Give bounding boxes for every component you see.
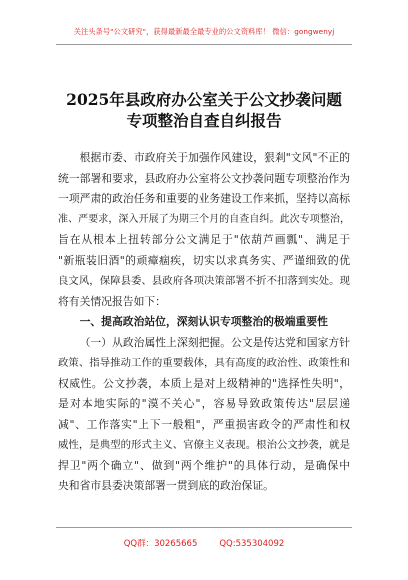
body-line: 统一部署和要求，县政府办公室将公文抄袭问题专项整治作为 bbox=[58, 171, 350, 185]
body-line: 是对本地实际的"漠不关心"，容易导致政策传达"层层递 bbox=[58, 397, 350, 410]
body-line: 捍卫"两个确立"、做到"两个维护"的具体行动，是确保中 bbox=[58, 458, 350, 472]
doc-body bbox=[58, 148, 350, 497]
body-line: 将有关情况报告如下： bbox=[58, 294, 166, 308]
top-banner: 关注头条号"公文研究"，获得最新最全最专业的公文资料库！ 微信：gongwenyj bbox=[73, 27, 335, 36]
doc-title-line-1: 2025年县政府办公室关于公文抄袭问题 bbox=[66, 90, 342, 109]
body-line: 政策、指导推动工作的重要载体，具有高度的政治性、政策性和 bbox=[58, 357, 350, 369]
body-line: 央和省市县委决策部署一贯到底的政治保证。 bbox=[58, 479, 274, 492]
body-line: 准、严要求，深入开展了为期三个月的自查自纠。此次专项整治， bbox=[58, 213, 350, 225]
body-line: 根据市委、市政府关于加强作风建设，狠剎"文风"不正的 bbox=[79, 151, 350, 164]
body-line: 一项严肃的政治任务和重要的业务建设工作来抓，坚持以高标 bbox=[58, 192, 350, 205]
body-line: 威性，是典型的形式主义、官僚主义表现。根治公文抄袭，就是 bbox=[58, 439, 350, 451]
body-line: 旨在从根本上扭转部分公文满足于"依葫芦画瓢"、满足于 bbox=[58, 233, 350, 246]
footer bbox=[0, 537, 408, 549]
subsection-line: （一）从政治属性上深刻把握。公文是传达党和国家方针 bbox=[79, 335, 350, 349]
doc-title-line-2: 专项整治自查自纠报告 bbox=[126, 111, 282, 130]
footer-qq-group: QQ群：30265665 bbox=[123, 539, 198, 549]
body-line: "新瓶装旧酒"的顽瘴痼疾，切实以求真务实、严谨细致的优 bbox=[58, 253, 350, 267]
top-divider bbox=[56, 44, 352, 45]
body-line: 良文风，保障县委、县政府各项决策部署不折不扣落到实处。现 bbox=[58, 275, 350, 287]
section-heading: 一、提高政治站位，深刻认识专项整治的极端重要性 bbox=[79, 315, 328, 328]
footer-qq-contact: QQ:535304092 bbox=[219, 539, 285, 549]
bottom-divider bbox=[56, 527, 352, 528]
body-line: 减"、工作落实"上下一般粗"，严重损害政令的严肃性和权 bbox=[58, 417, 350, 431]
body-line: 权威性。公文抄袭，本质上是对上级精神的"选择性失明"， bbox=[58, 376, 350, 390]
